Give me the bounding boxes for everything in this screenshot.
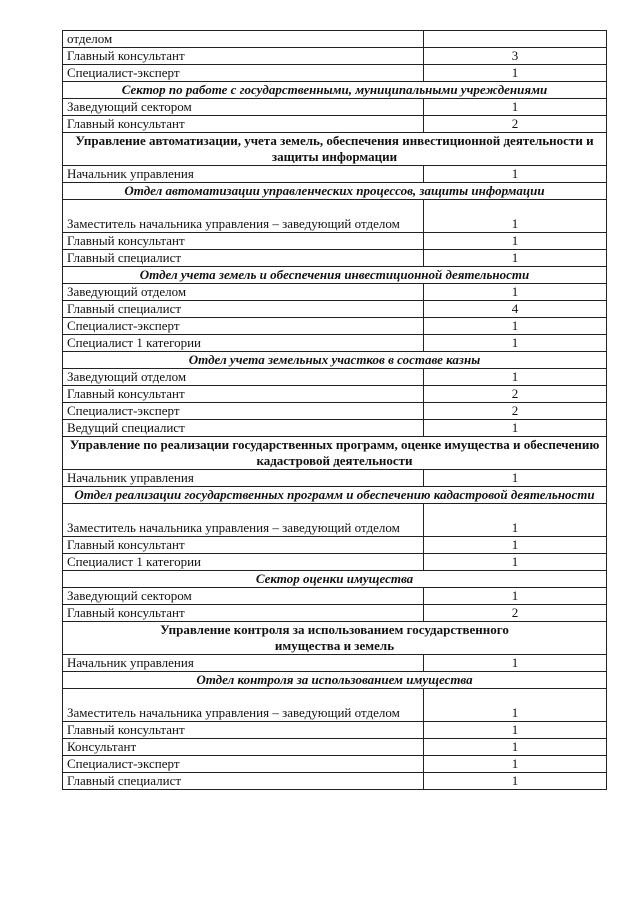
section-header-row bbox=[63, 437, 607, 470]
position-cell: Главный консультант bbox=[63, 233, 424, 250]
count-cell: 4 bbox=[424, 301, 607, 318]
count-cell: 1 bbox=[424, 554, 607, 571]
section-header-row bbox=[63, 267, 607, 284]
count-cell: 1 bbox=[424, 739, 607, 756]
position-cell: Начальник управления bbox=[63, 655, 424, 672]
count-cell: 1 bbox=[424, 756, 607, 773]
section-header-row bbox=[63, 487, 607, 504]
position-cell: Заведующий сектором bbox=[63, 99, 424, 116]
table-row bbox=[63, 504, 607, 537]
table-row bbox=[63, 588, 607, 605]
position-cell: Главный консультант bbox=[63, 116, 424, 133]
table-row bbox=[63, 31, 607, 48]
table-row bbox=[63, 301, 607, 318]
count-cell: 2 bbox=[424, 116, 607, 133]
table-row bbox=[63, 605, 607, 622]
count-cell: 1 bbox=[424, 65, 607, 82]
staff-table bbox=[62, 30, 607, 790]
table-row bbox=[63, 655, 607, 672]
count-cell: 2 bbox=[424, 386, 607, 403]
count-cell: 2 bbox=[424, 403, 607, 420]
section-header: Управление контроля за использованием государственного имущества и земель bbox=[63, 622, 607, 655]
position-cell: отделом bbox=[63, 31, 424, 48]
position-cell: Ведущий специалист bbox=[63, 420, 424, 437]
count-cell: 1 bbox=[424, 504, 607, 537]
count-cell: 1 bbox=[424, 470, 607, 487]
position-cell: Главный консультант bbox=[63, 386, 424, 403]
table-row bbox=[63, 250, 607, 267]
section-header-row bbox=[63, 183, 607, 200]
table-row bbox=[63, 166, 607, 183]
count-cell: 1 bbox=[424, 250, 607, 267]
count-cell: 1 bbox=[424, 233, 607, 250]
position-cell: Главный специалист bbox=[63, 773, 424, 790]
count-cell: 1 bbox=[424, 200, 607, 233]
position-cell: Главный специалист bbox=[63, 250, 424, 267]
position-cell: Главный консультант bbox=[63, 537, 424, 554]
table-row bbox=[63, 403, 607, 420]
section-header: Управление по реализации государственных программ, оценке имущества и обеспечению кадастровой деятельности bbox=[63, 437, 607, 470]
table-row bbox=[63, 116, 607, 133]
section-header-row bbox=[63, 571, 607, 588]
count-cell: 1 bbox=[424, 689, 607, 722]
table-row bbox=[63, 689, 607, 722]
table-row bbox=[63, 420, 607, 437]
position-cell: Главный консультант bbox=[63, 48, 424, 65]
table-row bbox=[63, 284, 607, 301]
count-cell: 1 bbox=[424, 166, 607, 183]
position-cell: Консультант bbox=[63, 739, 424, 756]
table-row bbox=[63, 554, 607, 571]
table-row bbox=[63, 722, 607, 739]
table-row bbox=[63, 756, 607, 773]
count-cell: 1 bbox=[424, 722, 607, 739]
count-cell: 1 bbox=[424, 369, 607, 386]
count-cell: 1 bbox=[424, 335, 607, 352]
position-cell: Заместитель начальника управления – заведующий отделом bbox=[63, 200, 424, 233]
section-header-row bbox=[63, 133, 607, 166]
position-cell: Заместитель начальника управления – заведующий отделом bbox=[63, 689, 424, 722]
position-cell: Начальник управления bbox=[63, 470, 424, 487]
section-header-row bbox=[63, 622, 607, 655]
count-cell bbox=[424, 31, 607, 48]
position-cell: Специалист-эксперт bbox=[63, 403, 424, 420]
table-row bbox=[63, 99, 607, 116]
count-cell: 1 bbox=[424, 537, 607, 554]
section-header: Сектор по работе с государственными, муниципальными учреждениями bbox=[63, 82, 607, 99]
count-cell: 1 bbox=[424, 773, 607, 790]
section-header: Сектор оценки имущества bbox=[63, 571, 607, 588]
position-cell: Заведующий отделом bbox=[63, 284, 424, 301]
table-row bbox=[63, 739, 607, 756]
table-row bbox=[63, 200, 607, 233]
section-header: Отдел реализации государственных программ и обеспечению кадастровой деятельности bbox=[63, 487, 607, 504]
position-cell: Заместитель начальника управления – заведующий отделом bbox=[63, 504, 424, 537]
section-header-row bbox=[63, 672, 607, 689]
table-row bbox=[63, 386, 607, 403]
position-cell: Специалист-эксперт bbox=[63, 756, 424, 773]
count-cell: 2 bbox=[424, 605, 607, 622]
table-row bbox=[63, 470, 607, 487]
count-cell: 1 bbox=[424, 99, 607, 116]
section-header-row bbox=[63, 82, 607, 99]
position-cell: Главный консультант bbox=[63, 722, 424, 739]
position-cell: Главный консультант bbox=[63, 605, 424, 622]
count-cell: 1 bbox=[424, 420, 607, 437]
section-header: Отдел автоматизации управленческих процессов, защиты информации bbox=[63, 183, 607, 200]
section-header: Управление автоматизации, учета земель, обеспечения инвестиционной деятельности и защиты информации bbox=[63, 133, 607, 166]
position-cell: Начальник управления bbox=[63, 166, 424, 183]
count-cell: 1 bbox=[424, 655, 607, 672]
table-row bbox=[63, 335, 607, 352]
count-cell: 1 bbox=[424, 588, 607, 605]
table-row bbox=[63, 773, 607, 790]
table-row bbox=[63, 318, 607, 335]
position-cell: Специалист 1 категории bbox=[63, 335, 424, 352]
position-cell: Специалист-эксперт bbox=[63, 65, 424, 82]
section-header: Отдел учета земель и обеспечения инвестиционной деятельности bbox=[63, 267, 607, 284]
count-cell: 1 bbox=[424, 318, 607, 335]
position-cell: Главный специалист bbox=[63, 301, 424, 318]
position-cell: Заведующий сектором bbox=[63, 588, 424, 605]
table-row bbox=[63, 369, 607, 386]
section-header-row bbox=[63, 352, 607, 369]
table-row bbox=[63, 65, 607, 82]
count-cell: 1 bbox=[424, 284, 607, 301]
table-row bbox=[63, 233, 607, 250]
section-header: Отдел учета земельных участков в составе казны bbox=[63, 352, 607, 369]
position-cell: Специалист 1 категории bbox=[63, 554, 424, 571]
section-header: Отдел контроля за использованием имущества bbox=[63, 672, 607, 689]
position-cell: Заведующий отделом bbox=[63, 369, 424, 386]
table-row bbox=[63, 48, 607, 65]
staff-table-body bbox=[63, 31, 607, 790]
table-row bbox=[63, 537, 607, 554]
count-cell: 3 bbox=[424, 48, 607, 65]
position-cell: Специалист-эксперт bbox=[63, 318, 424, 335]
